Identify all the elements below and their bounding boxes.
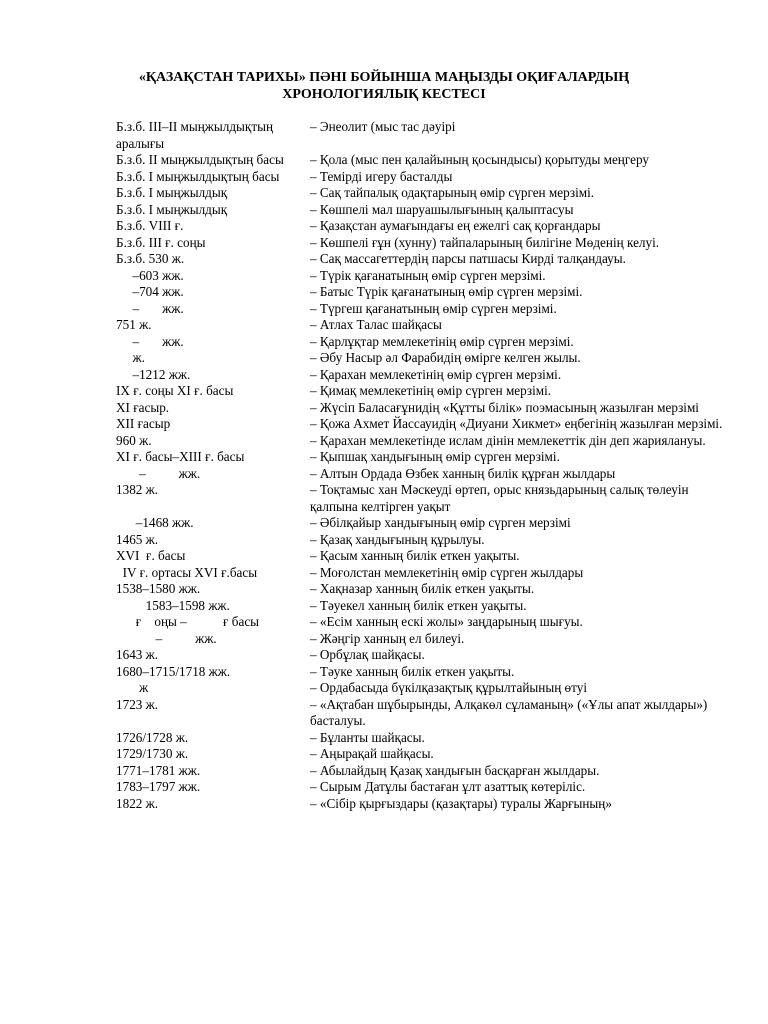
row-date: 1538–1580 жж. [116,581,201,596]
row-date: Б.з.б. I мыңжылдық [116,185,228,200]
row-date: 1382 ж. [116,482,159,497]
table-row [116,301,726,318]
table-row [116,697,726,730]
row-event: – «Сібір қырғыздары (қазақтары) туралы Жарғының» [310,795,612,811]
table-row [116,152,726,169]
table-row [116,598,726,615]
table-row [116,746,726,763]
row-event: – Тәуекел ханның билік еткен уақыты. [310,597,527,613]
table-row [116,779,726,796]
row-date: 1726/1728 ж. [116,729,189,745]
table-row [116,466,726,483]
row-date: – жж. [116,630,217,646]
table-row [116,367,726,384]
row-date: Б.з.б. I мыңжылдықтың басы [116,168,280,184]
row-date: –704 жж. [116,284,184,299]
row-date: IX ғ. соңы XI ғ. басы [116,383,234,398]
table-row [116,631,726,648]
row-date: 1723 ж. [116,696,159,712]
row-event: – Темірді игеру басталды [310,168,453,184]
row-event: – «Есім ханның ескі жолы» заңдарының шығуы. [310,614,583,629]
row-date: ж. [116,350,145,365]
row-event: – Сақ тайпалық одақтарының өмір сүрген мерзімі. [310,185,595,200]
row-event: – Түрік қағанатының өмір сүрген мерзімі. [310,267,546,283]
row-date: Б.з.б. III–II мыңжылдықтың аралығы [116,119,277,151]
row-event: – Тоқтамыс хан Мәскеуді өртеп, орыс князьдарының салық төлеуін қалпына келтірген уақыт [310,482,689,514]
row-date: Б.з.б. VIII ғ. [116,218,184,233]
row-date: 1771–1781 жж. [116,762,201,778]
row-date: –1212 жж. [116,366,191,382]
row-event: – Тәуке ханның билік еткен уақыты. [310,663,515,679]
table-row [116,482,726,515]
row-date: ж [116,680,149,695]
table-row [116,383,726,400]
row-event: – Орбұлақ шайқасы. [310,647,425,662]
row-date: Б.з.б. III ғ. соңы [116,234,206,250]
row-event: – Аңырақай шайқасы. [310,746,434,761]
table-row [116,565,726,582]
row-event: – Қимақ мемлекетінің өмір сүрген мерзімі. [310,383,552,398]
row-date: – жж. [116,300,184,316]
table-row [116,433,726,450]
table-row [116,647,726,664]
row-event: – Бұланты шайқасы. [310,729,425,745]
row-event: – Жәңгір ханның ел билеуі. [310,630,465,646]
row-event: – Көшпелі мал шаруашылығының қалыптасуы [310,201,574,217]
row-event: – Қола (мыс пен қалайының қосындысы) қорытуды меңгеру [310,152,649,167]
table-row [116,268,726,285]
row-date: 1465 ж. [116,531,159,547]
table-row [116,664,726,681]
row-event: – Қожа Ахмет Йассауидің «Диуани Хикмет» еңбегінің жазылған мерзімі. [310,416,723,431]
table-row [116,400,726,417]
table-row [116,317,726,334]
row-event: – Қазақ хандығының құрылуы. [310,531,485,547]
table-row [116,581,726,598]
row-date: Б.з.б. II мыңжылдықтың басы [116,152,284,167]
row-date: –603 жж. [116,267,184,283]
row-date: 960 ж. [116,432,152,448]
title-line-1: «ҚАЗАҚСТАН ТАРИХЫ» ПӘНІ БОЙЫНША МАҢЫЗДЫ ОҚИҒАЛАРДЫҢ [138,70,630,85]
row-event: – Энеолит (мыс тас дәуірі [310,119,456,134]
row-event: – Атлах Талас шайқасы [310,317,442,332]
row-date: XI ғасыр. [116,399,170,415]
table-row [116,185,726,202]
table-row [116,202,726,219]
table-row [116,730,726,747]
row-date: 1729/1730 ж. [116,746,189,761]
row-event: – Ордабасыда бүкілқазақтық құрылтайының өтуі [310,680,587,695]
table-row [116,763,726,780]
row-event: – Қарахан мемлекетінде ислам дінін мемлекеттік дін деп жариялануы. [310,432,706,448]
row-date: XI ғ. басы–XIII ғ. басы [116,449,245,464]
table-row [116,532,726,549]
chronology-table [116,119,726,812]
row-event: – Батыс Түрік қағанатының өмір сүрген мерзімі. [310,284,583,299]
table-row [116,449,726,466]
row-event: – Қарахан мемлекетінің өмір сүрген мерзімі. [310,366,562,382]
table-row [116,515,726,532]
row-date: 1680–1715/1718 жж. [116,663,231,679]
row-date: 1783–1797 жж. [116,779,201,794]
document-title [60,69,708,103]
table-row [116,796,726,813]
row-event: – Әбу Насыр әл Фарабидің өмірге келген жылы. [310,350,581,365]
row-date: 1583–1598 жж. [116,597,230,613]
row-event: – Моғолстан мемлекетінің өмір сүрген жылдары [310,564,584,580]
table-row [116,680,726,697]
row-date: IV ғ. ортасы XVI ғ.басы [116,564,258,580]
row-date: 1822 ж. [116,795,159,811]
row-event: – Қарлұқтар мемлекетінің өмір сүрген мерзімі. [310,333,574,349]
row-event: – Қыпшақ хандығының өмір сүрген мерзімі. [310,449,560,464]
row-event: – Абылайдың Қазақ хандығын басқарған жылдары. [310,762,600,778]
row-event: – Алтын Ордада Өзбек ханның билік құрған жылдары [310,465,616,481]
row-date: Б.з.б. 530 ж. [116,251,185,266]
table-row [116,334,726,351]
row-event: – Түргеш қағанатының өмір сүрген мерзімі. [310,300,557,316]
table-row [116,235,726,252]
table-row [116,350,726,367]
table-row [116,614,726,631]
row-event: – Қазақстан аумағындағы ең ежелгі сақ қорғандары [310,218,601,233]
row-date: Б.з.б. I мыңжылдық [116,201,228,217]
table-row [116,251,726,268]
row-event: – «Ақтабан шұбырынды, Алқакөл сұламаның» («Ұлы апат жылдары») басталуы. [310,696,708,728]
table-row [116,284,726,301]
row-event: – Сырым Датұлы бастаған ұлт азаттық көтеріліс. [310,779,586,794]
row-date: –1468 жж. [116,515,194,530]
table-row [116,218,726,235]
row-event: – Сақ массагеттердің парсы патшасы Кирді талқандауы. [310,251,626,266]
row-date: – жж. [116,333,184,349]
table-row [116,416,726,433]
row-date: XII ғасыр [116,416,171,431]
row-date: – жж. [116,465,201,481]
table-row [116,119,726,152]
row-event: – Көшпелі ғұн (хунну) тайпаларының билігіне Мөденің келуі. [310,234,660,250]
row-date: ғ оңы – ғ басы [116,614,260,629]
title-line-2: ХРОНОЛОГИЯЛЫҚ КЕСТЕСІ [282,87,486,102]
row-date: 1643 ж. [116,647,159,662]
row-event: – Қасым ханның билік еткен уақыты. [310,548,520,563]
row-event: – Хақназар ханның билік еткен уақыты. [310,581,535,596]
row-date: 751 ж. [116,317,152,332]
table-row [116,169,726,186]
table-row [116,548,726,565]
row-date: XVI ғ. басы [116,548,186,563]
row-event: – Жүсіп Баласағұнидің «Құтты білік» поэмасының жазылған мерзімі [310,399,699,415]
row-event: – Әбілқайыр хандығының өмір сүрген мерзімі [310,515,571,530]
